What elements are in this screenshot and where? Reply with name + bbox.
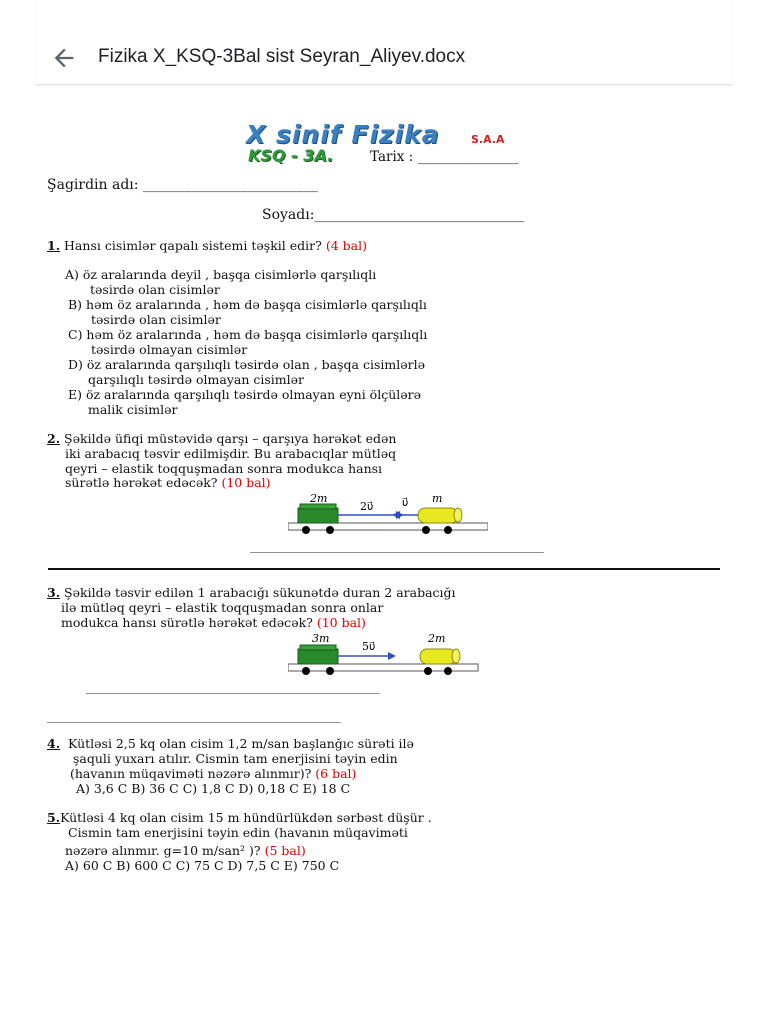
student-name-field: Şagirdin adı: _________________________ bbox=[47, 177, 318, 193]
question-2 bbox=[47, 431, 396, 446]
label-mass-left: 3m bbox=[312, 632, 330, 645]
question-text: Şəkildə təsvir edilən 1 arabacığı sükunətdə duran 2 arabacığı bbox=[60, 585, 456, 600]
option-e-cont: malik cisimlər bbox=[88, 402, 178, 417]
question-3-line2: ilə mütləq qeyri – elastik toqquşmadan sonra onlar bbox=[61, 600, 384, 615]
label-mass-right: m bbox=[432, 492, 443, 505]
question-2-line4: sürətlə hərəkət edəcək? (10 bal) bbox=[65, 475, 271, 490]
option-c-cont: təsirdə olmayan cisimlər bbox=[91, 342, 248, 357]
arrow-left-icon[interactable] bbox=[50, 44, 78, 72]
option-d-cont: qarşılıqlı təsirdə olmayan cisimlər bbox=[88, 372, 304, 387]
question-1 bbox=[47, 238, 367, 253]
question-text: Şəkildə üfiqi müstəvidə qarşı – qarşıya hərəkət edən bbox=[60, 431, 397, 446]
question-number: 4. bbox=[47, 736, 61, 751]
question-5-line2: Cismin tam enerjisini təyin edin (havanın müqaviməti bbox=[68, 825, 408, 840]
label-vel-left: 2υ⃗ bbox=[360, 500, 374, 513]
question-4-options: A) 3,6 C B) 36 C C) 1,8 C D) 0,18 C E) 18 C bbox=[76, 781, 351, 796]
label-vel-right: υ⃗ bbox=[402, 496, 409, 509]
logo-subtitle: KSQ - 3A. bbox=[248, 146, 334, 165]
option-e: E) öz aralarında qarşılıqlı təsirdə olmayan eyni ölçülərə bbox=[68, 387, 422, 402]
figure-carts-q2 bbox=[288, 488, 488, 538]
option-d: D) öz aralarında qarşılıqlı təsirdə olan , başqa cisimlərlə bbox=[68, 357, 426, 372]
points-badge: (4 bal) bbox=[325, 238, 367, 253]
points-badge: (10 bal) bbox=[221, 475, 271, 490]
option-a: A) öz aralarında deyil , başqa cisimlərlə qarşılıqlı bbox=[65, 267, 377, 282]
question-5-options: A) 60 C B) 600 C C) 75 C D) 7,5 C E) 750 C bbox=[65, 858, 340, 873]
label-mass-left: 2m bbox=[310, 492, 328, 505]
surname-field: Soyadı:______________________________ bbox=[262, 207, 525, 223]
label-mass-right: 2m bbox=[428, 632, 446, 645]
label-vel-left: 5υ⃗ bbox=[362, 640, 376, 653]
option-b-cont: təsirdə olan cisimlər bbox=[91, 312, 221, 327]
question-text: Hansı cisimlər qapalı sistemi təşkil edir? bbox=[60, 238, 326, 253]
question-5 bbox=[47, 810, 432, 825]
question-4-line2: şaquli yuxarı atılır. Cismin tam enerjisini təyin edin bbox=[73, 751, 398, 766]
option-c: C) həm öz aralarında , həm də başqa cisimlərlə qarşılıqlı bbox=[68, 327, 428, 342]
question-number: 2. bbox=[47, 431, 61, 446]
question-text: Kütləsi 4 kq olan cisim 15 m hündürlükdən sərbəst düşür . bbox=[60, 810, 432, 825]
points-badge: (6 bal) bbox=[315, 766, 357, 781]
figure-carts-q3 bbox=[288, 632, 480, 678]
answer-line-q3-b: _______________________________________________ bbox=[47, 708, 341, 723]
question-number: 3. bbox=[47, 585, 61, 600]
question-text: Kütləsi 2,5 kq olan cisim 1,2 m/san başlanğıc sürəti ilə bbox=[68, 736, 414, 751]
answer-line-q2: _______________________________________________ bbox=[250, 538, 544, 553]
question-3 bbox=[47, 585, 456, 600]
answer-line-q3-a: _______________________________________________ bbox=[86, 679, 380, 694]
question-number: 1. bbox=[47, 238, 61, 253]
date-field: Tarix : _______________ bbox=[370, 149, 519, 165]
points-badge: (5 bal) bbox=[264, 843, 306, 858]
option-b: B) həm öz aralarında , həm də başqa cisimlərlə qarşılıqlı bbox=[68, 297, 427, 312]
question-3-line3: modukca hansı sürətlə hərəkət edəcək? (10 bal) bbox=[61, 615, 366, 630]
section-divider bbox=[48, 568, 720, 570]
question-2-line2: iki arabacıq təsvir edilmişdir. Bu arabacıqlar mütləq bbox=[65, 446, 397, 461]
question-number: 5. bbox=[47, 810, 61, 825]
document-title: Fizika X_KSQ-3Bal sist Seyran_Aliyev.docx bbox=[98, 46, 466, 67]
logo-title: X sinif Fizika bbox=[246, 120, 440, 149]
option-a-cont: təsirdə olan cisimlər bbox=[90, 282, 220, 297]
question-4-line3: (havanın müqaviməti nəzərə alınmır)? (6 bal) bbox=[70, 766, 357, 781]
question-4 bbox=[47, 736, 414, 751]
logo-initials: S.A.A bbox=[471, 133, 505, 146]
app-header bbox=[36, 0, 732, 85]
question-5-line3: nəzərə alınmır. g=10 m/san² )? (5 bal) bbox=[65, 843, 306, 858]
points-badge: (10 bal) bbox=[316, 615, 366, 630]
question-2-line3: qeyri – elastik toqquşmadan sonra modukca hansı bbox=[65, 461, 383, 476]
